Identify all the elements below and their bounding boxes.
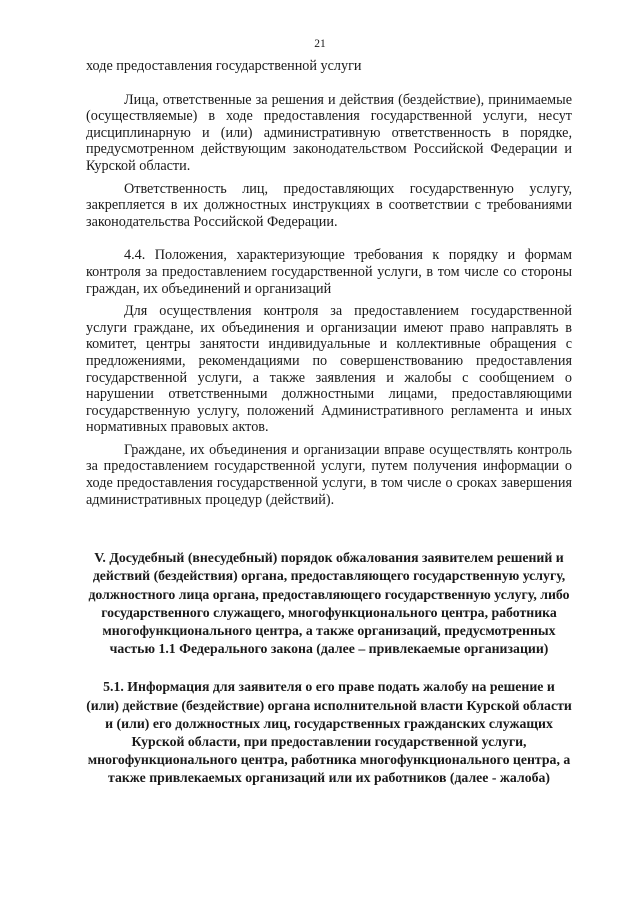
page-number: 21: [314, 38, 326, 50]
paragraph-control-rights: Для осуществления контроля за предоставлением государственной услуги граждане, их объединения и организации имеют право направлять в комитет, центры занятости индивидуальные и коллективные обращения с предложениями, рекомендациями по совершенствованию предоставления государственной услуги, а также заявления и жалобы с сообщением о нарушении ответственными должностными лицами, предоставляющими государственную услугу, положений Административного регламента и иных нормативных правовых актов.: [86, 303, 572, 436]
spacer: [86, 508, 572, 549]
page-content: [86, 58, 572, 788]
section-5-title: V. Досудебный (внесудебный) порядок обжалования заявителем решений и действий (бездействия) органа, предоставляющего государственную услугу, должностного лица органа, предоставляющего государственную услугу, либо государственного служащего, многофункционального центра, работника многофункционального центра, а также организаций, предусмотренных частью 1.1 Федерального закона (далее – привлекаемые организации): [88, 550, 570, 657]
section-5-1-title: 5.1. Информация для заявителя о его праве подать жалобу на решение и (или) действие (бездействие) органа исполнительной власти Курской области и (или) его должностных лиц, государственных гражданских служащих Курской области, при предоставлении государственной услуги, многофункционального центра, работника многофункционального центра, а также привлекаемых организаций или их работников (далее - жалоба): [86, 679, 572, 786]
paragraph-continuation: ходе предоставления государственной услуги: [86, 58, 362, 74]
subsection-4-4-title: 4.4. Положения, характеризующие требования к порядку и формам контроля за предоставлением государственной услуги, в том числе со стороны граждан, их объединений и организаций: [86, 247, 572, 297]
paragraph-responsibility: Лица, ответственные за решения и действия (бездействие), принимаемые (осуществляемые) в ходе предоставления государственной услуги, несут дисциплинарную и (или) административную ответственность в порядке, предусмотренном действующим законодательством Российской Федерации и Курской области.: [86, 91, 572, 174]
spacer: [86, 230, 572, 247]
section-5-1-heading: [86, 678, 572, 787]
spacer: [86, 75, 572, 92]
paragraph-liability: Ответственность лиц, предоставляющих государственную услугу, закрепляется в их должностных инструкциях в соответствии с требованиями законодательства Российской Федерации.: [86, 180, 572, 230]
spacer: [86, 658, 572, 678]
section-5-heading: [86, 549, 572, 658]
paragraph-control-information: Граждане, их объединения и организации вправе осуществлять контроль за предоставлением государственной услуги, путем получения информации о ходе предоставления государственной услуги, в том числе о сроках завершения административных процедур (действий).: [86, 441, 572, 508]
